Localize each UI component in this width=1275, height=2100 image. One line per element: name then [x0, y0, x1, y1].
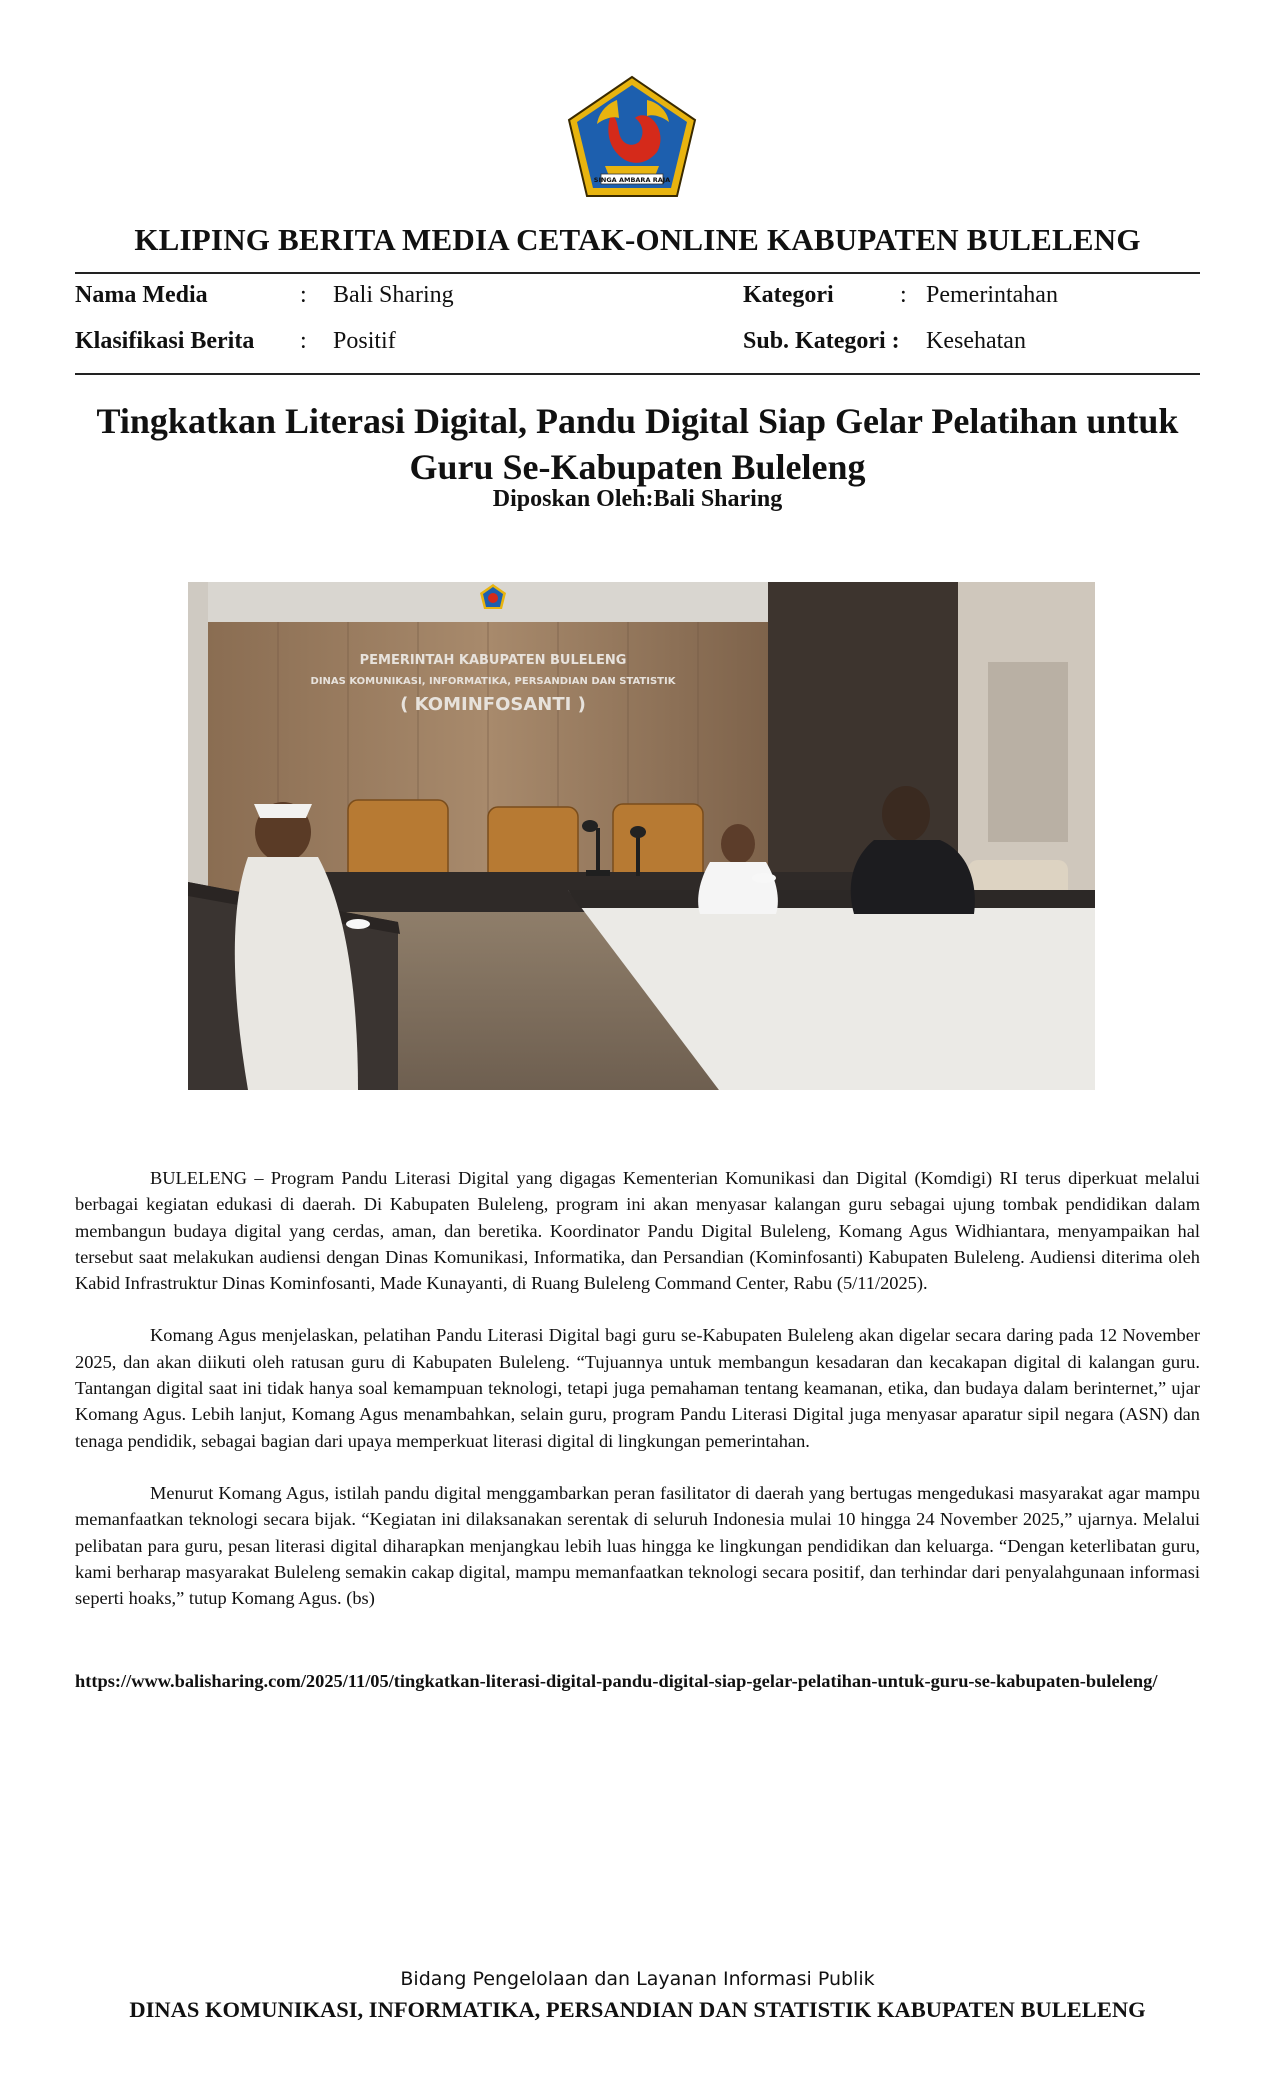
category-value: Pemerintahan — [926, 282, 1058, 308]
article-photo — [188, 582, 1095, 1090]
header-bottom-rule — [75, 373, 1200, 375]
media-name-value: Bali Sharing — [333, 282, 454, 308]
footer-division: Bidang Pengelolaan dan Layanan Informasi Publik — [400, 1968, 875, 1990]
header-top-rule — [75, 272, 1200, 274]
svg-text:DINAS KOMUNIKASI, INFORMATIKA,: DINAS KOMUNIKASI, INFORMATIKA, PERSANDIAN DAN STATISTIK — [310, 676, 676, 687]
article-title-line-2: Guru Se-Kabupaten Buleleng — [409, 447, 866, 487]
svg-text:PEMERINTAH KABUPATEN BULELENG: PEMERINTAH KABUPATEN BULELENG — [359, 653, 627, 668]
svg-text:SINGA AMBARA RAJA: SINGA AMBARA RAJA — [593, 176, 671, 184]
article-paragraph: Komang Agus menjelaskan, pelatihan Pandu Literasi Digital bagi guru se-Kabupaten Buleleng akan digelar secara daring pada 12 November 2025, dan akan diikuti oleh ratusan guru di Kabupaten Buleleng. “Tujuannya untuk membangun kesadaran dan kecakapan digital di kalangan guru. Tantangan digital saat ini tidak hanya soal kemampuan teknologi, tetapi juga pemahaman tentang keamanan, etika, dan budaya dalam berinternet,” ujar Komang Agus. Lebih lanjut, Komang Agus menambahkan, selain guru, program Pandu Literasi Digital juga menyasar aparatur sipil negara (ASN) dan tenaga pendidik, sebagai bagian dari upaya memperkuat literasi digital di lingkungan pemerintahan. — [75, 1325, 1200, 1451]
classification-colon: : — [300, 328, 307, 354]
svg-text:( KOMINFOSANTI ): ( KOMINFOSANTI ) — [400, 694, 586, 715]
article-byline: Diposkan Oleh:Bali Sharing — [492, 486, 783, 512]
classification-label: Klasifikasi Berita — [75, 328, 255, 354]
source-url[interactable]: https://www.balisharing.com/2025/11/05/tingkatkan-literasi-digital-pandu-digital-siap-gelar-pelatihan-untuk-guru-se-kabupaten-buleleng/ — [75, 1671, 1158, 1691]
classification-value: Positif — [333, 328, 396, 354]
media-name-label: Nama Media — [75, 282, 208, 308]
document-heading: KLIPING BERITA MEDIA CETAK-ONLINE KABUPATEN BULELENG — [134, 222, 1141, 257]
buleleng-regency-emblem — [565, 74, 699, 200]
article-paragraph: Menurut Komang Agus, istilah pandu digital menggambarkan peran fasilitator di daerah yang bertugas mengedukasi masyarakat agar mampu memanfaatkan teknologi secara bijak. “Kegiatan ini dilaksanakan serentak di seluruh Indonesia mulai 10 hingga 24 November 2025,” ujarnya. Melalui pelibatan para guru, pesan literasi digital diharapkan menjangkau lebih luas hingga ke lingkungan pendidikan dan keluarga. “Dengan keterlibatan guru, kami berharap masyarakat Buleleng semakin cakap digital, mampu memanfaatkan teknologi secara positif, dan terhindar dari penyalahgunaan informasi seperti hoaks,” tutup Komang Agus. (bs) — [75, 1482, 1200, 1609]
article-body — [75, 1165, 1200, 1637]
subcategory-value: Kesehatan — [926, 328, 1026, 354]
article-title — [75, 398, 1200, 490]
article-paragraph: BULELENG – Program Pandu Literasi Digital yang digagas Kementerian Komunikasi dan Digital (Komdigi) RI terus diperkuat melalui berbagai kegiatan edukasi di daerah. Di Kabupaten Buleleng, program ini akan menyasar kalangan guru sebagai ujung tombak pendidikan dalam membangun budaya digital yang cerdas, aman, dan beretika. Koordinator Pandu Digital Buleleng, Komang Agus Widhiantara, menyampaikan hal tersebut saat melakukan audiensi dengan Dinas Komunikasi, Informatika, dan Persandian (Kominfosanti) Kabupaten Buleleng. Audiensi diterima oleh Kabid Infrastruktur Dinas Kominfosanti, Made Kunayanti, di Ruang Buleleng Command Center, Rabu (5/11/2025). — [75, 1168, 1200, 1294]
footer-agency: DINAS KOMUNIKASI, INFORMATIKA, PERSANDIAN DAN STATISTIK KABUPATEN BULELENG — [129, 1997, 1146, 2022]
subcategory-label: Sub. Kategori : — [743, 328, 900, 354]
article-title-line-1: Tingkatkan Literasi Digital, Pandu Digital Siap Gelar Pelatihan untuk — [96, 401, 1179, 441]
media-name-colon: : — [300, 282, 307, 308]
category-colon: : — [900, 282, 907, 308]
category-label: Kategori — [743, 282, 834, 308]
